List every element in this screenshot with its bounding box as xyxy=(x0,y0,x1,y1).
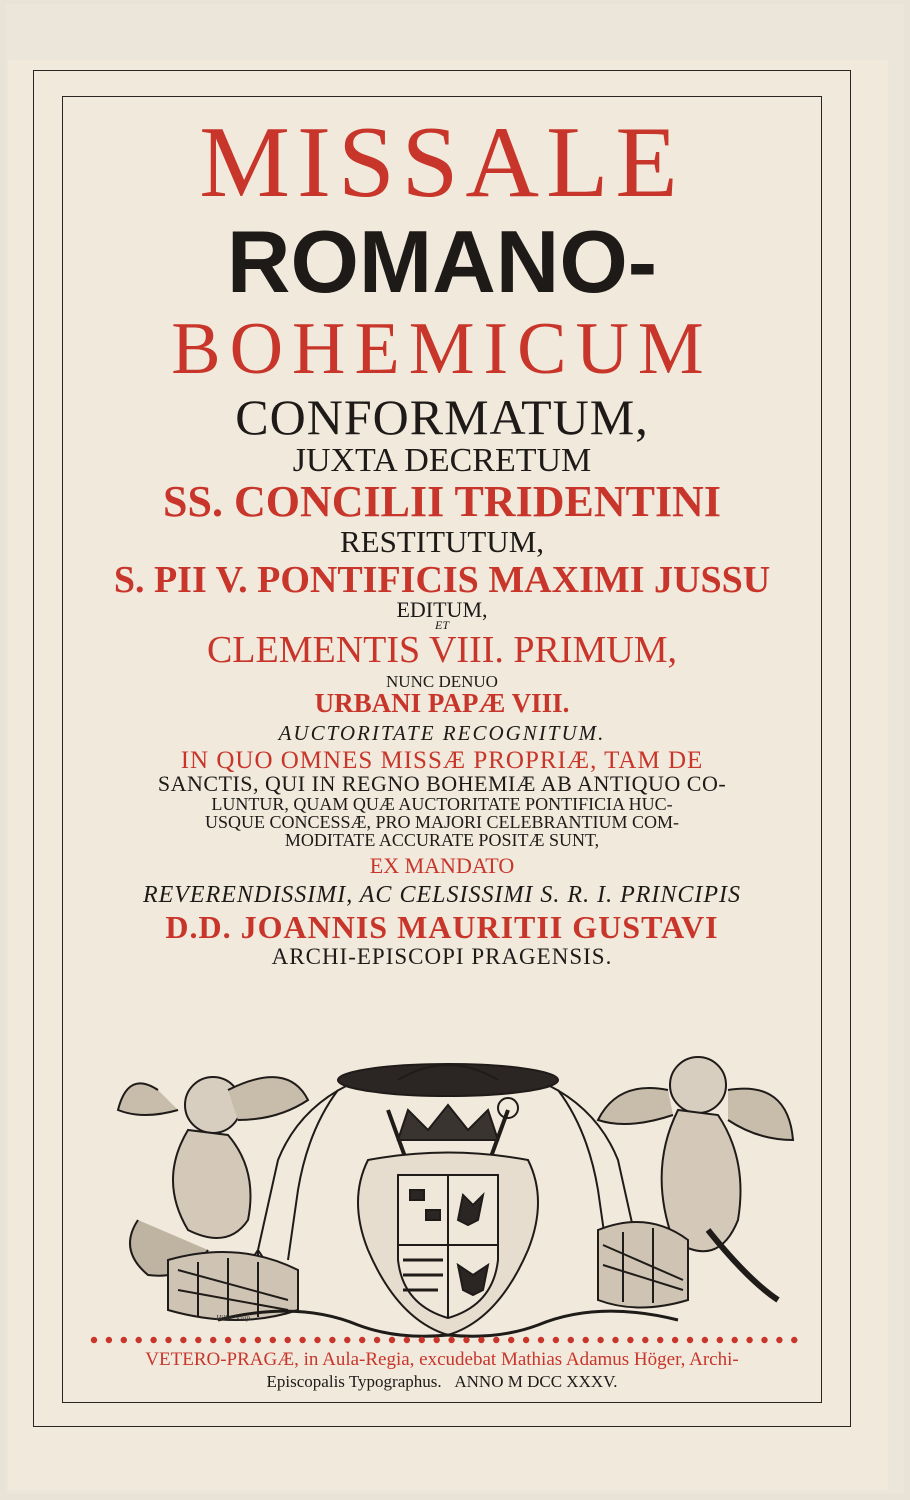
title-missale: MISSALE xyxy=(199,106,685,219)
ornament-dot xyxy=(106,1337,112,1343)
coat-of-arms-engraving xyxy=(98,1050,798,1350)
title-juxta-decretum: JUXTA DECRETUM xyxy=(292,442,592,479)
title-concilii-tridentini: SS. CONCILII TRIDENTINI xyxy=(163,477,721,526)
title-restitutum: RESTITUTUM, xyxy=(339,524,545,559)
imprint-line-1: VETERO-PRAGÆ, in Aula-Regia, excudebat Mathias Adamus Höger, Archi- xyxy=(145,1349,739,1370)
paragraph-line-5: MODITATE ACCURATE POSITÆ SUNT, xyxy=(284,830,600,850)
ornament-dot xyxy=(359,1337,365,1343)
ornament-dot xyxy=(672,1337,678,1343)
ornament-dot xyxy=(508,1337,514,1343)
engraver-signature: Hiller Sculp. xyxy=(216,1314,252,1322)
ornament-dot xyxy=(776,1337,782,1343)
ornament-dot xyxy=(240,1337,246,1343)
ornament-dot xyxy=(404,1337,410,1343)
ornament-dot xyxy=(285,1337,291,1343)
ornament-dot xyxy=(165,1337,171,1343)
ornament-dot xyxy=(612,1337,618,1343)
ornament-dot xyxy=(597,1337,603,1343)
ornament-dot xyxy=(538,1337,544,1343)
mandate-ex-mandato: EX MANDATO xyxy=(369,853,515,878)
ornament-dot xyxy=(180,1337,186,1343)
title-nunc-denuo: NUNC DENUO xyxy=(386,672,498,691)
ornament-dot xyxy=(91,1337,97,1343)
ornament-dot xyxy=(121,1337,127,1343)
title-et: ET xyxy=(434,618,449,632)
ornament-dot xyxy=(270,1337,276,1343)
ornament-dot xyxy=(210,1337,216,1343)
mandate-archiepiscopi: ARCHI-EPISCOPI PRAGENSIS. xyxy=(271,944,613,969)
ornament-dot xyxy=(374,1337,380,1343)
ornament-dot xyxy=(255,1337,261,1343)
mandate-reverendissimi: REVERENDISSIMI, AC CELSISSIMI S. R. I. PRINCIPIS xyxy=(142,882,742,908)
ornament-dot xyxy=(761,1337,767,1343)
title-romano: ROMANO- xyxy=(226,212,658,311)
paragraph-line-4: USQUE CONCESSÆ, PRO MAJORI CELEBRANTIUM COM- xyxy=(204,812,680,832)
title-editum: EDITUM, xyxy=(396,597,488,622)
ornament-dot xyxy=(553,1337,559,1343)
ornament-dot xyxy=(687,1337,693,1343)
ornament-dot xyxy=(299,1337,305,1343)
ornament-dot xyxy=(717,1337,723,1343)
ornament-dot xyxy=(329,1337,335,1343)
ornament-dot xyxy=(136,1337,142,1343)
ornament-dot xyxy=(583,1337,589,1343)
ornament-dot xyxy=(791,1337,797,1343)
title-urbani: URBANI PAPÆ VIII. xyxy=(314,688,570,718)
title-conformatum: CONFORMATUM, xyxy=(235,389,649,445)
paragraph-line-3: LUNTUR, QUAM QUÆ AUCTORITATE PONTIFICIA HUC- xyxy=(211,794,673,814)
ornament-dot xyxy=(732,1337,738,1343)
title-clementis: CLEMENTIS VIII. PRIMUM, xyxy=(206,629,678,671)
imprint-line-2 xyxy=(66,1371,818,1393)
title-pii-v: S. PII V. PONTIFICIS MAXIMI JUSSU xyxy=(113,559,771,601)
ornament-dot xyxy=(702,1337,708,1343)
ornament-dot xyxy=(627,1337,633,1343)
ornament-dot xyxy=(225,1337,231,1343)
ornament-dot xyxy=(746,1337,752,1343)
paragraph-line-2: SANCTIS, QUI IN REGNO BOHEMIÆ AB ANTIQUO CO- xyxy=(157,771,727,796)
mandate-joannis: D.D. JOANNIS MAURITII GUSTAVI xyxy=(165,909,719,945)
imprint-block xyxy=(66,1350,818,1393)
ornament-dot xyxy=(195,1337,201,1343)
ornament-dot xyxy=(657,1337,663,1343)
title-recognitum: AUCTORITATE RECOGNITUM. xyxy=(278,721,606,745)
ornament-dot xyxy=(389,1337,395,1343)
ornament-dot xyxy=(314,1337,320,1343)
imprint-year: ANNO M DCC XXXV. xyxy=(454,1371,618,1391)
title-block xyxy=(66,96,818,968)
ornament-dot xyxy=(642,1337,648,1343)
ornament-dot xyxy=(344,1337,350,1343)
ornament-dot xyxy=(150,1337,156,1343)
ornament-dot xyxy=(448,1337,454,1343)
ornament-dot xyxy=(523,1337,529,1343)
imprint-typographus: Episcopalis Typographus. xyxy=(266,1371,442,1391)
ornament-dot xyxy=(434,1337,440,1343)
ornament-dot xyxy=(568,1337,574,1343)
paragraph-line-1: IN QUO OMNES MISSÆ PROPRIÆ, TAM DE xyxy=(180,747,704,774)
title-bohemicum: BOHEMICUM xyxy=(171,308,713,390)
ornamental-border xyxy=(86,1333,802,1347)
ornament-dot xyxy=(493,1337,499,1343)
ornament-dot xyxy=(419,1337,425,1343)
ornament-dot xyxy=(478,1337,484,1343)
ornament-dot xyxy=(463,1337,469,1343)
